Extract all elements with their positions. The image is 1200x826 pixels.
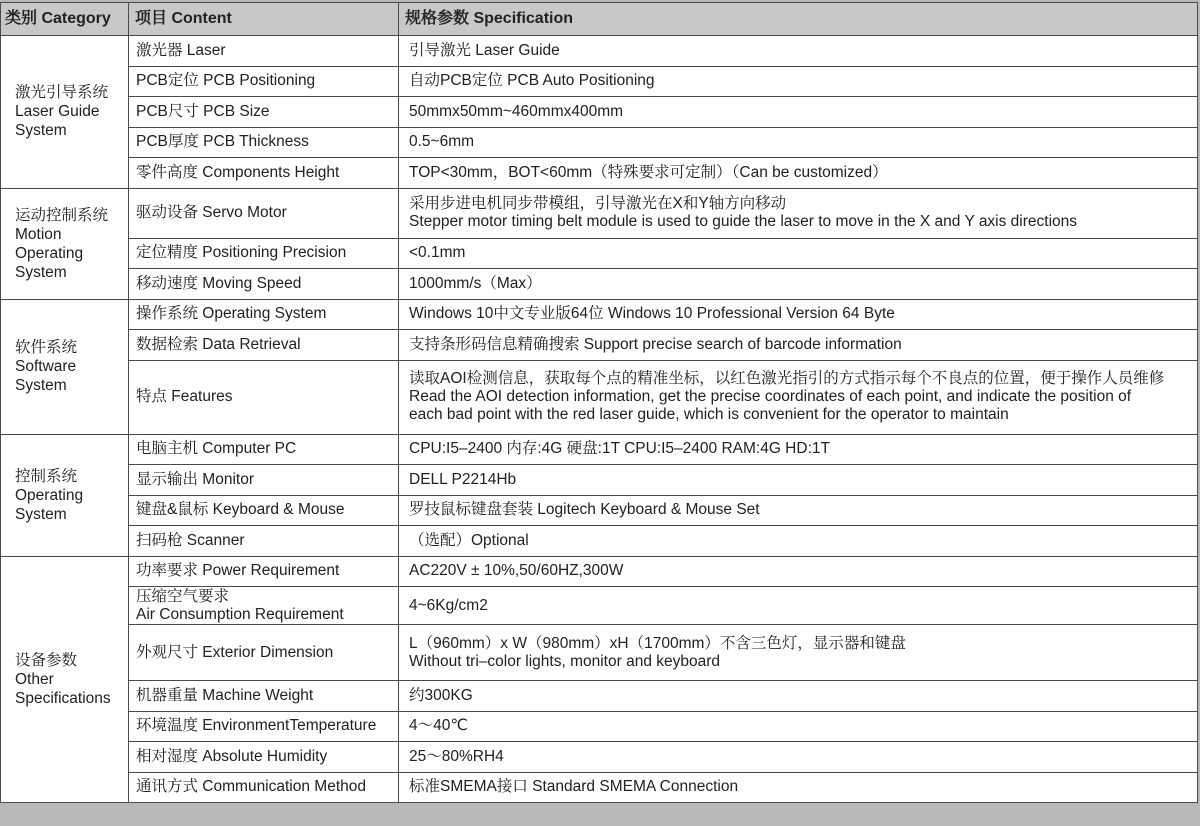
spec-cell: 4～40℃ — [399, 711, 1198, 742]
spec-cell: TOP<30mm，BOT<60mm（特殊要求可定制）（Can be customized） — [399, 158, 1198, 189]
table-row — [1, 711, 1198, 742]
spec-cell: Windows 10中文专业版64位 Windows 10 Professional Version 64 Byte — [399, 299, 1198, 330]
table-row — [1, 299, 1198, 330]
spec-cell: 1000mm/s（Max） — [399, 269, 1198, 300]
header-specification: 规格参数 Specification — [399, 3, 1198, 36]
content-cell: 键盘&鼠标 Keyboard & Mouse — [129, 495, 399, 526]
category-other-specifications: 设备参数 Other Specifications — [1, 556, 129, 803]
table-header-row — [1, 3, 1198, 36]
table-row — [1, 269, 1198, 300]
table-row — [1, 66, 1198, 97]
spec-cell: L（960mm）x W（980mm）xH（1700mm）不含三色灯，显示器和键盘 Without tri–color lights, monitor and keyboard — [399, 625, 1198, 681]
table-row — [1, 465, 1198, 496]
content-cell: 驱动设备 Servo Motor — [129, 188, 399, 238]
content-cell: 扫码枪 Scanner — [129, 526, 399, 557]
spec-cell: DELL P2214Hb — [399, 465, 1198, 496]
table-row — [1, 36, 1198, 67]
table-row — [1, 127, 1198, 158]
table-row — [1, 238, 1198, 269]
content-cell: 移动速度 Moving Speed — [129, 269, 399, 300]
table-row — [1, 681, 1198, 712]
content-cell: 数据检索 Data Retrieval — [129, 330, 399, 361]
header-category: 类别 Category — [1, 3, 129, 36]
header-content: 项目 Content — [129, 3, 399, 36]
content-cell: 显示输出 Monitor — [129, 465, 399, 496]
content-cell: 电脑主机 Computer PC — [129, 434, 399, 465]
content-cell: 通讯方式 Communication Method — [129, 772, 399, 803]
table-row — [1, 330, 1198, 361]
table-row — [1, 526, 1198, 557]
spec-cell: 0.5~6mm — [399, 127, 1198, 158]
category-laser-guide: 激光引导系统 Laser Guide System — [1, 36, 129, 189]
table-row — [1, 587, 1198, 625]
content-cell: PCB厚度 PCB Thickness — [129, 127, 399, 158]
spec-cell: 罗技鼠标键盘套装 Logitech Keyboard & Mouse Set — [399, 495, 1198, 526]
spec-cell: CPU:I5–2400 内存:4G 硬盘:1T CPU:I5–2400 RAM:4G HD:1T — [399, 434, 1198, 465]
content-cell: 相对湿度 Absolute Humidity — [129, 742, 399, 773]
content-cell: 压缩空气要求 Air Consumption Requirement — [129, 587, 399, 625]
spec-cell: 约300KG — [399, 681, 1198, 712]
category-software: 软件系统 Software System — [1, 299, 129, 434]
content-cell: 激光器 Laser — [129, 36, 399, 67]
spec-cell: <0.1mm — [399, 238, 1198, 269]
table-row — [1, 434, 1198, 465]
spec-cell: 4~6Kg/cm2 — [399, 587, 1198, 625]
specification-table — [0, 2, 1198, 803]
content-cell: PCB定位 PCB Positioning — [129, 66, 399, 97]
table-row — [1, 97, 1198, 128]
content-cell: PCB尺寸 PCB Size — [129, 97, 399, 128]
content-cell: 特点 Features — [129, 360, 399, 434]
table-row — [1, 360, 1198, 434]
category-motion: 运动控制系统 Motion Operating System — [1, 188, 129, 299]
table-row — [1, 556, 1198, 587]
content-cell: 零件高度 Components Height — [129, 158, 399, 189]
content-cell: 机器重量 Machine Weight — [129, 681, 399, 712]
spec-cell: 引导激光 Laser Guide — [399, 36, 1198, 67]
content-cell: 操作系统 Operating System — [129, 299, 399, 330]
table-row — [1, 188, 1198, 238]
table-row — [1, 495, 1198, 526]
content-cell: 功率要求 Power Requirement — [129, 556, 399, 587]
table-row — [1, 625, 1198, 681]
spec-cell: 25～80%RH4 — [399, 742, 1198, 773]
table-row — [1, 742, 1198, 773]
spec-cell: （选配）Optional — [399, 526, 1198, 557]
spec-cell: AC220V ± 10%,50/60HZ,300W — [399, 556, 1198, 587]
spec-cell: 自动PCB定位 PCB Auto Positioning — [399, 66, 1198, 97]
spec-cell: 标准SMEMA接口 Standard SMEMA Connection — [399, 772, 1198, 803]
spec-cell: 支持条形码信息精确搜索 Support precise search of barcode information — [399, 330, 1198, 361]
spec-cell: 50mmx50mm~460mmx400mm — [399, 97, 1198, 128]
content-cell: 定位精度 Positioning Precision — [129, 238, 399, 269]
content-cell: 环境温度 EnvironmentTemperature — [129, 711, 399, 742]
spec-cell: 读取AOI检测信息，获取每个点的精准坐标，以红色激光指引的方式指示每个不良点的位置，便于操作人员维修 Read the AOI detection information, get the precise coordinates of each point, and indicate the position of each bad point with the red laser guide, which is convenient for the operator to maintain — [399, 360, 1198, 434]
table-row — [1, 772, 1198, 803]
content-cell: 外观尺寸 Exterior Dimension — [129, 625, 399, 681]
category-control: 控制系统 Operating System — [1, 434, 129, 556]
spec-cell: 采用步进电机同步带模组，引导激光在X和Y轴方向移动 Stepper motor timing belt module is used to guide the laser to move in the X and Y axis directions — [399, 188, 1198, 238]
table-row — [1, 158, 1198, 189]
